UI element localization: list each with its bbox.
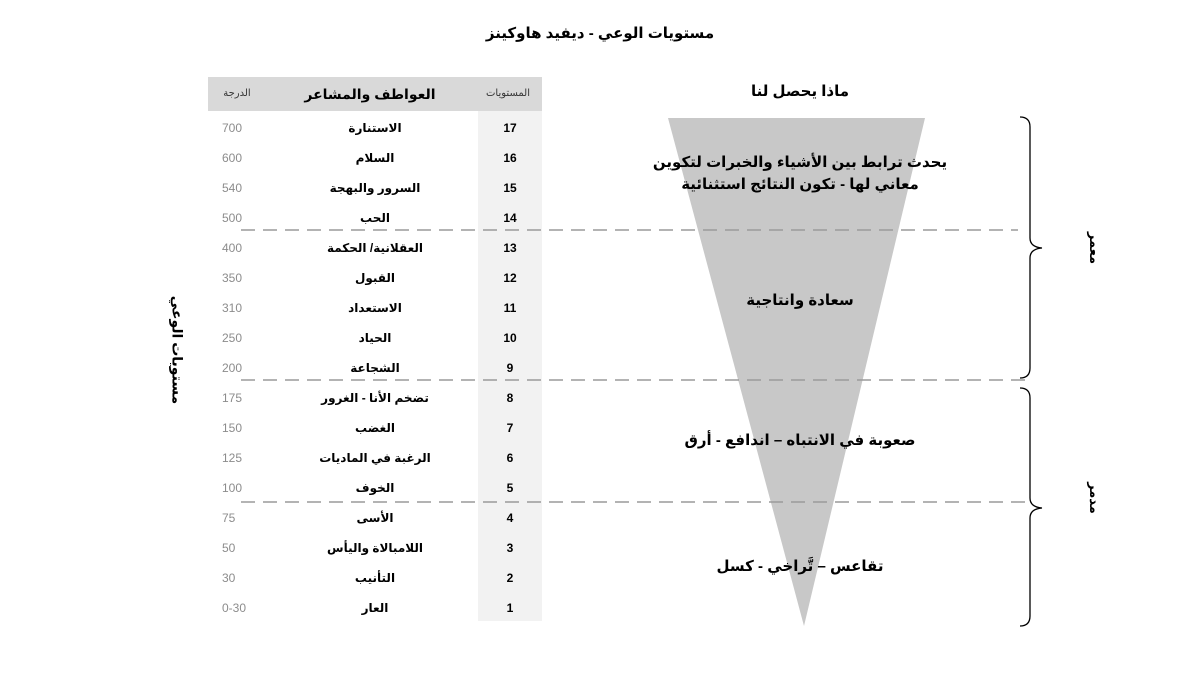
diagram-title: مستويات الوعي - ديفيد هاوكينز — [485, 25, 715, 42]
row-level: 1 — [506, 601, 514, 615]
table-row — [208, 473, 542, 503]
table-row — [208, 263, 542, 293]
row-feeling: الاستعداد — [348, 301, 402, 315]
row-level: 15 — [503, 181, 517, 195]
table-row — [208, 293, 542, 323]
row-degree: 200 — [222, 361, 243, 375]
effect-middle: سعادة وانتاجية — [746, 292, 854, 309]
table-row — [208, 203, 542, 233]
row-degree: 600 — [222, 151, 243, 165]
row-level: 2 — [506, 571, 514, 585]
bracket-lower — [1020, 388, 1042, 626]
header-feelings: العواطف والمشاعر — [304, 86, 436, 102]
row-feeling: الخوف — [355, 481, 395, 495]
row-degree: 350 — [222, 271, 243, 285]
row-level: 8 — [506, 391, 514, 405]
table-row — [208, 383, 542, 413]
row-degree: 50 — [222, 541, 236, 555]
row-level: 10 — [503, 331, 517, 345]
table-row — [208, 443, 542, 473]
row-level: 6 — [506, 451, 514, 465]
row-level: 9 — [506, 361, 514, 375]
row-degree: 700 — [222, 121, 243, 135]
row-level: 5 — [506, 481, 514, 495]
row-feeling: الحياد — [358, 331, 392, 345]
table-row — [208, 503, 542, 533]
row-level: 3 — [506, 541, 514, 555]
row-degree: 250 — [222, 331, 243, 345]
row-level: 11 — [503, 301, 517, 315]
row-degree: 500 — [222, 211, 243, 225]
row-degree: 175 — [222, 391, 243, 405]
side-axis-label: مستويات الوعي — [169, 295, 186, 405]
row-feeling: الشجاعة — [350, 361, 400, 375]
row-degree: 100 — [222, 481, 243, 495]
effect-bottom: تقاعس – تَّراخي - كسل — [716, 558, 884, 575]
row-degree: 30 — [222, 571, 236, 585]
row-level: 4 — [506, 511, 514, 525]
table-row — [208, 233, 542, 263]
row-degree: 400 — [222, 241, 243, 255]
row-feeling: العار — [361, 601, 389, 615]
row-feeling: السلام — [355, 151, 395, 165]
table-row — [208, 593, 542, 623]
row-feeling: التأنيب — [354, 571, 396, 585]
row-feeling: الحب — [360, 211, 390, 225]
header-levels: المستويات — [486, 88, 530, 99]
table-row — [208, 323, 542, 353]
table-row — [208, 563, 542, 593]
table-row — [208, 173, 542, 203]
header-what-happens: ماذا يحصل لنا — [750, 83, 850, 100]
table-row — [208, 143, 542, 173]
row-degree: 0-30 — [222, 601, 247, 615]
bracket-label-lower: مدمر — [1087, 482, 1102, 514]
header-degree: الدرجة — [223, 88, 251, 99]
effect-top — [610, 152, 990, 196]
table-row — [208, 353, 542, 383]
row-degree: 540 — [222, 181, 243, 195]
row-degree: 310 — [222, 301, 243, 315]
row-level: 12 — [503, 271, 517, 285]
row-feeling: الأسى — [356, 511, 394, 525]
row-feeling: الرغبة في الماديات — [319, 451, 431, 465]
table-row — [208, 113, 542, 143]
row-degree: 75 — [222, 511, 236, 525]
row-degree: 150 — [222, 421, 243, 435]
effect-lower: صعوبة في الانتباه – اندافع - أرق — [684, 432, 916, 449]
row-feeling: العقلانية/ الحكمة — [326, 241, 424, 255]
row-feeling: اللامبالاة واليأس — [327, 541, 423, 555]
row-feeling: القبول — [354, 271, 396, 285]
bracket-label-upper: معمر — [1087, 231, 1102, 265]
row-feeling: الاستنارة — [348, 121, 402, 135]
row-feeling: الغضب — [355, 421, 395, 435]
table-row — [208, 413, 542, 443]
row-level: 16 — [503, 151, 517, 165]
effect-top-line2: معاني لها - تكون النتائج استثنائية — [681, 176, 919, 193]
effect-top-line1: يحدث ترابط بين الأشياء والخبرات لتكوين — [652, 154, 948, 171]
row-level: 17 — [503, 121, 517, 135]
row-feeling: تضخم الأنا - الغرور — [321, 391, 429, 405]
row-feeling: السرور والبهجة — [329, 181, 421, 195]
bracket-upper — [1020, 117, 1042, 378]
row-degree: 125 — [222, 451, 243, 465]
row-level: 7 — [506, 421, 514, 435]
row-level: 13 — [503, 241, 517, 255]
table-row — [208, 533, 542, 563]
row-level: 14 — [503, 211, 517, 225]
